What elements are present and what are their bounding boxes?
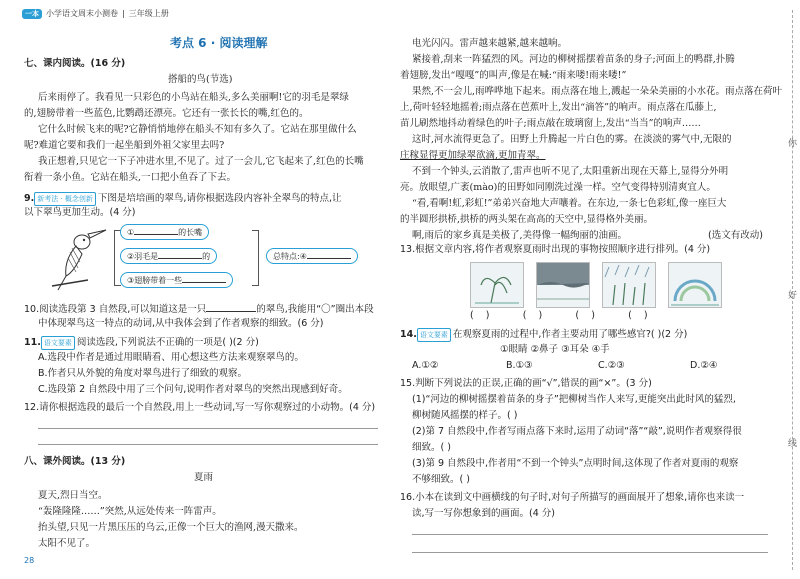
diagram-brace-right <box>252 230 259 286</box>
brand-logo: 一本 <box>22 9 42 19</box>
s8-line-3: 太阳不见了。 <box>38 538 96 549</box>
q14-text: 在观察夏雨的过程中,作者主要动用了哪些感官?( )(2 分) <box>452 329 688 340</box>
q14-senses: ①眼睛 ②鼻子 ③耳朵 ④手 <box>500 344 610 355</box>
q14-option-a[interactable]: A.①② <box>412 360 439 371</box>
q15-item-2: (2)第 7 自然段中,作者写雨点落下来时,运用了动词“落”“敲”,说明作者观察得很 <box>412 426 742 437</box>
scene-clouds-image <box>536 262 590 308</box>
q15-item-1: 柳树随风摇摆的样子。( ) <box>412 410 518 421</box>
summary-blank[interactable] <box>307 249 351 259</box>
q10-text1-end: 的翠鸟,我能用“〇”圈出本段 <box>256 304 374 315</box>
section8-heading: 八、课外阅读。(13 分) <box>24 456 126 467</box>
source-note: (选文有改动) <box>708 230 763 241</box>
s8-line-2: 抬头望,只见一片黑压压的乌云,正像一个巨大的渔网,漫天撒来。 <box>38 522 304 533</box>
box2-suffix: 的 <box>202 252 211 261</box>
wings-blank[interactable] <box>182 273 226 283</box>
s7-line-4: 我正想着,只见它一下子冲进水里,不见了。过了一会儿,它飞起来了,红色的长嘴 <box>38 156 364 167</box>
q16-line1: 16.小本在读到文中画横线的句子时,对句子所描写的画面展开了想象,请你也来读一 <box>400 492 745 503</box>
q9-line1 <box>24 192 341 206</box>
s7-line-0: 后来雨停了。我看见一只彩色的小鸟站在船头,多么美丽啊!它的羽毛是翠绿 <box>38 92 349 103</box>
page-number: 28 <box>24 556 35 565</box>
header-bar <box>22 8 169 19</box>
section7-passage-title: 搭船的鸟(节选) <box>168 74 233 85</box>
section8-passage-title: 夏雨 <box>194 472 214 483</box>
kingfisher-sketch-icon <box>48 224 108 292</box>
tree-wind-icon <box>471 263 523 307</box>
q13-text: 13.根据文章内容,将作者观察夏雨时出现的事物按照顺序进行排列。(4 分) <box>400 244 711 255</box>
q16-answer-line-1[interactable] <box>412 534 768 535</box>
s8-line-0: 夏天,烈日当空。 <box>38 490 108 501</box>
q14-option-c[interactable]: C.②③ <box>598 360 625 371</box>
rp-line-3: 果然,不一会儿,雨哗哗地下起来。雨点落在地上,溅起一朵朵美丽的小水花。雨点落在荷叶 <box>412 86 783 97</box>
section7-heading: 七、课内阅读。(16 分) <box>24 58 126 69</box>
rain-field-icon <box>603 263 655 307</box>
q14-stem <box>400 328 687 342</box>
rp-line-11: 的半圆形拱桥,拱桥的两头架在高高的天空中,显得格外美丽。 <box>400 214 654 225</box>
s7-line-3: 呢?难道它要和我们一起坐船到外祖父家里去吗? <box>24 140 225 151</box>
scene-rainbow-image <box>668 262 722 308</box>
kingfisher-diagram <box>48 224 378 292</box>
rainbow-icon <box>669 263 721 307</box>
q16-answer-line-2[interactable] <box>412 552 768 553</box>
q12-text: 12.请你根据选段的最后一个自然段,用上一些动词,写一写你观察过的小动物。(4 分) <box>24 402 376 413</box>
box1-suffix: 的长嘴 <box>178 228 203 237</box>
rp-line-0: 电光闪闪。雷声越来越紧,越来越响。 <box>412 38 568 49</box>
storm-clouds-icon <box>537 263 589 307</box>
q9-tag: 新考法 · 概念创新 <box>34 192 96 206</box>
q15-item-5: 不够细致。( ) <box>412 474 470 485</box>
q12-answer-line-2[interactable] <box>38 444 378 445</box>
q9-text1: 下图是培培画的翠鸟,请你根据选段内容补全翠鸟的特点,让 <box>97 193 342 204</box>
rp-line-8: 不到一个钟头,云消散了,雷声也听不见了,太阳重新出现在天幕上,显得分外明 <box>412 166 729 177</box>
q11-stem <box>24 336 259 350</box>
rp-line-7: 庄稼显得更加绿翠欲滴,更加青翠。 <box>400 150 546 161</box>
q11-number: 11. <box>24 337 41 348</box>
q15-item-0: (1)“河边的柳树摇摆着苗条的身子”把柳树当作人来写,更能突出此时风的猛烈, <box>412 394 736 405</box>
q14-number: 14. <box>400 329 417 340</box>
summary-box <box>266 248 358 264</box>
s7-line-2: 它什么时候飞来的呢?它静悄悄地停在船头不知有多久了。它站在那里做什么 <box>38 124 357 135</box>
s7-line-1: 的,翅膀带着一些蓝色,比鹦鹉还漂亮。它还有一张长长的嘴,红色的。 <box>24 108 309 119</box>
page-title: 考点 6 · 阅读理解 <box>170 36 268 50</box>
box3-prefix: ③翅膀带着一些 <box>127 276 183 285</box>
q10-line2: 中体现翠鸟这一特点的动词,从中我体会到了作者观察的细致。(6 分) <box>38 318 324 329</box>
rp-line-10: “看,看啊!虹,彩虹!”弟弟兴奋地大声嚷着。在东边,一条七色彩虹,像一座巨大 <box>412 198 727 209</box>
header-divider: | <box>122 9 125 18</box>
q15-text: 15.判断下列说法的正误,正确的画“√”,错误的画“×”。(3 分) <box>400 378 652 389</box>
s8-line-1: “轰隆隆隆……”突然,从远处传来一阵雷声。 <box>38 506 222 517</box>
q13-order-blanks[interactable]: ( ) ( ) ( ) ( ) <box>470 310 648 321</box>
feature-box-wings <box>120 272 233 288</box>
side-char-0: 你 <box>788 139 798 149</box>
rp-line-12: 啊,雨后的家乡真是美极了,美得像一幅绚丽的油画。 <box>412 230 628 241</box>
scene-rain-image <box>602 262 656 308</box>
box2-prefix: ②羽毛是 <box>127 252 159 261</box>
grade-label: 三年级上册 <box>128 9 169 18</box>
rp-line-4: 上,荷叶轻轻地摇着;雨点落在芭蕉叶上,发出“滴答”的响声。雨点落在瓜藤上, <box>400 102 717 113</box>
feathers-blank[interactable] <box>158 249 202 259</box>
q11-text: 阅读选段,下列说法不正确的一项是( )(2 分) <box>76 337 259 348</box>
q11-option-a: A.选段中作者是通过用眼睛看、用心想这些方法来观察翠鸟的。 <box>38 352 304 363</box>
q16-line2: 读,写一写你想象到的画面。(4 分) <box>412 508 555 519</box>
q10-line1 <box>24 302 374 316</box>
rp-line-5: 苗儿刷然地抖动着绿色的叶子;雨点敲在玻璃窗上,发出“当当”的响声…… <box>400 118 701 129</box>
scene-tree-wind-image <box>470 262 524 308</box>
feature-box-feathers <box>120 248 217 264</box>
q10-text1: 10.阅读选段第 3 自然段,可以知道这是一只 <box>24 304 207 315</box>
q14-option-b[interactable]: B.①③ <box>506 360 533 371</box>
s7-line-5: 衔着一条小鱼。它站在船头,一口把小鱼吞了下去。 <box>24 172 237 183</box>
q11-option-b: B.作者只从外貌的角度对翠鸟进行了细致的观察。 <box>38 368 248 379</box>
summary-prefix: 总特点:④ <box>273 252 307 261</box>
series-title: 小学语文周末小测卷 <box>46 9 118 18</box>
q14-option-d[interactable]: D.②④ <box>690 360 718 371</box>
q11-tag: 语文要素 <box>41 336 75 350</box>
q9-number: 9. <box>24 193 35 204</box>
side-char-1: 好 <box>788 291 798 301</box>
q15-item-4: (3)第 9 自然段中,作者用“不到一个钟头”点明时间,这体现了作者对夏雨的观察 <box>412 458 739 469</box>
beak-blank[interactable] <box>134 225 178 235</box>
q11-option-c: C.选段第 2 自然段中用了三个问句,说明作者对翠鸟的突然出现感到好奇。 <box>38 384 348 395</box>
q10-blank[interactable] <box>206 302 256 312</box>
rp-line-2: 着翅膀,发出“嘎嘎”的叫声,像是在喊:“雨来喽!雨来喽!” <box>400 70 627 81</box>
q15-item-3: 细致。( ) <box>412 442 451 453</box>
rp-line-9: 亮。放眼望,广袤(mào)的田野如同刚洗过澡一样。空气变得特别清爽宜人。 <box>400 182 716 193</box>
feature-box-beak <box>120 224 209 240</box>
side-char-2: 线 <box>788 439 798 449</box>
q12-answer-line-1[interactable] <box>38 428 378 429</box>
rp-line-6: 这时,河水流得更急了。田野上升腾起一片白色的雾。在淡淡的雾气中,无限的 <box>412 134 732 145</box>
q14-tag: 语文要素 <box>417 328 451 342</box>
rp-line-1: 紧接着,刮来一阵猛烈的风。河边的柳树摇摆着苗条的身子;河面上的鸭群,扑腾 <box>412 54 735 65</box>
box1-prefix: ① <box>127 228 135 237</box>
q9-text2: 以下翠鸟更加生动。(4 分) <box>24 207 136 218</box>
